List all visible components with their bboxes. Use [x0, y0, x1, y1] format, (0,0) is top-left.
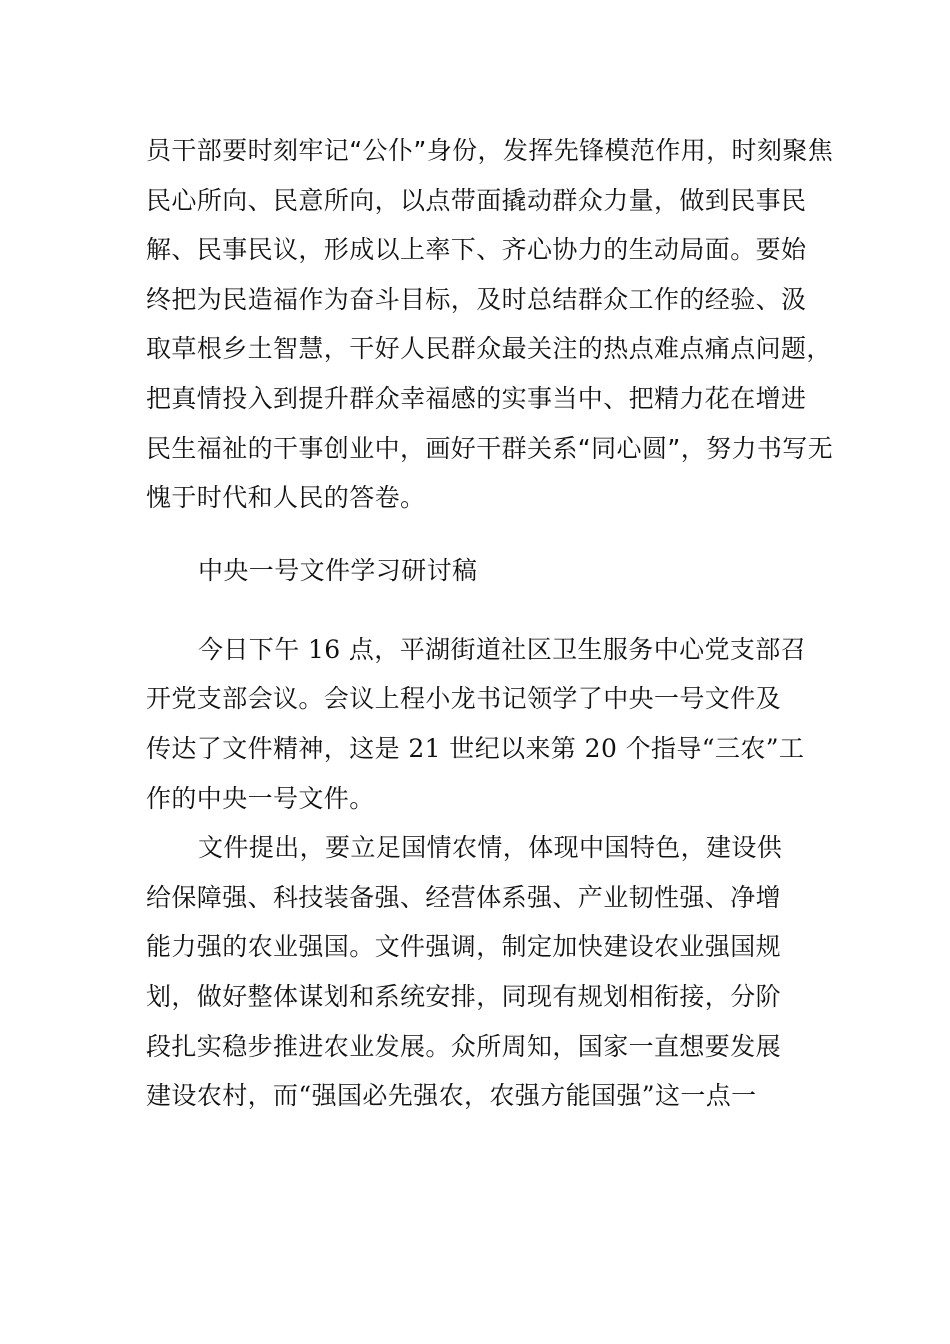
text-line: 划，做好整体谋划和系统安排，同现有规划相衔接，分阶	[146, 981, 782, 1011]
text-line: 民心所向、民意所向，以点带面撬动群众力量，做到民事民	[146, 185, 807, 215]
text-line: 终把为民造福作为奋斗目标，及时总结群众工作的经验、汲	[146, 284, 807, 314]
document-body	[146, 126, 834, 1121]
text-line: 解、民事民议，形成以上率下、齐心协力的生动局面。要始	[146, 235, 807, 265]
text-line: 把真情投入到提升群众幸福感的实事当中、把精力花在增进	[146, 383, 807, 413]
text-line: 开党支部会议。会议上程小龙书记领学了中央一号文件及	[146, 684, 782, 714]
text-line: 民生福祉的干事创业中，画好干群关系“同心圆”，努力书写无	[146, 433, 834, 463]
text-line: 段扎实稳步推进农业发展。众所周知，国家一直想要发展	[146, 1031, 782, 1061]
text-line: 文件提出，要立足国情农情，体现中国特色，建设供	[198, 833, 783, 863]
text-line: 能力强的农业强国。文件强调，制定加快建设农业强国规	[146, 932, 782, 962]
paragraph-continuation	[146, 126, 834, 523]
text-line: 给保障强、科技装备强、经营体系强、产业韧性强、净增	[146, 882, 782, 912]
text-line: 今日下午 16 点，平湖街道社区卫生服务中心党支部召	[198, 634, 807, 664]
section-title: 中央一号文件学习研讨稿	[198, 555, 478, 585]
text-line: 作的中央一号文件。	[146, 783, 375, 813]
text-line: 取草根乡土智慧，干好人民群众最关注的热点难点痛点问题，	[146, 334, 832, 364]
paragraph-meeting	[146, 625, 806, 823]
text-line: 建设农村，而“强国必先强农，农强方能国强”这一点一	[146, 1081, 757, 1111]
paragraph-document-summary	[146, 823, 806, 1121]
text-line: 传达了文件精神，这是 21 世纪以来第 20 个指导“三农”工	[146, 733, 805, 763]
text-line: 愧于时代和人民的答卷。	[146, 483, 426, 513]
text-line: 员干部要时刻牢记“公仆”身份，发挥先锋模范作用，时刻聚焦	[146, 136, 834, 165]
